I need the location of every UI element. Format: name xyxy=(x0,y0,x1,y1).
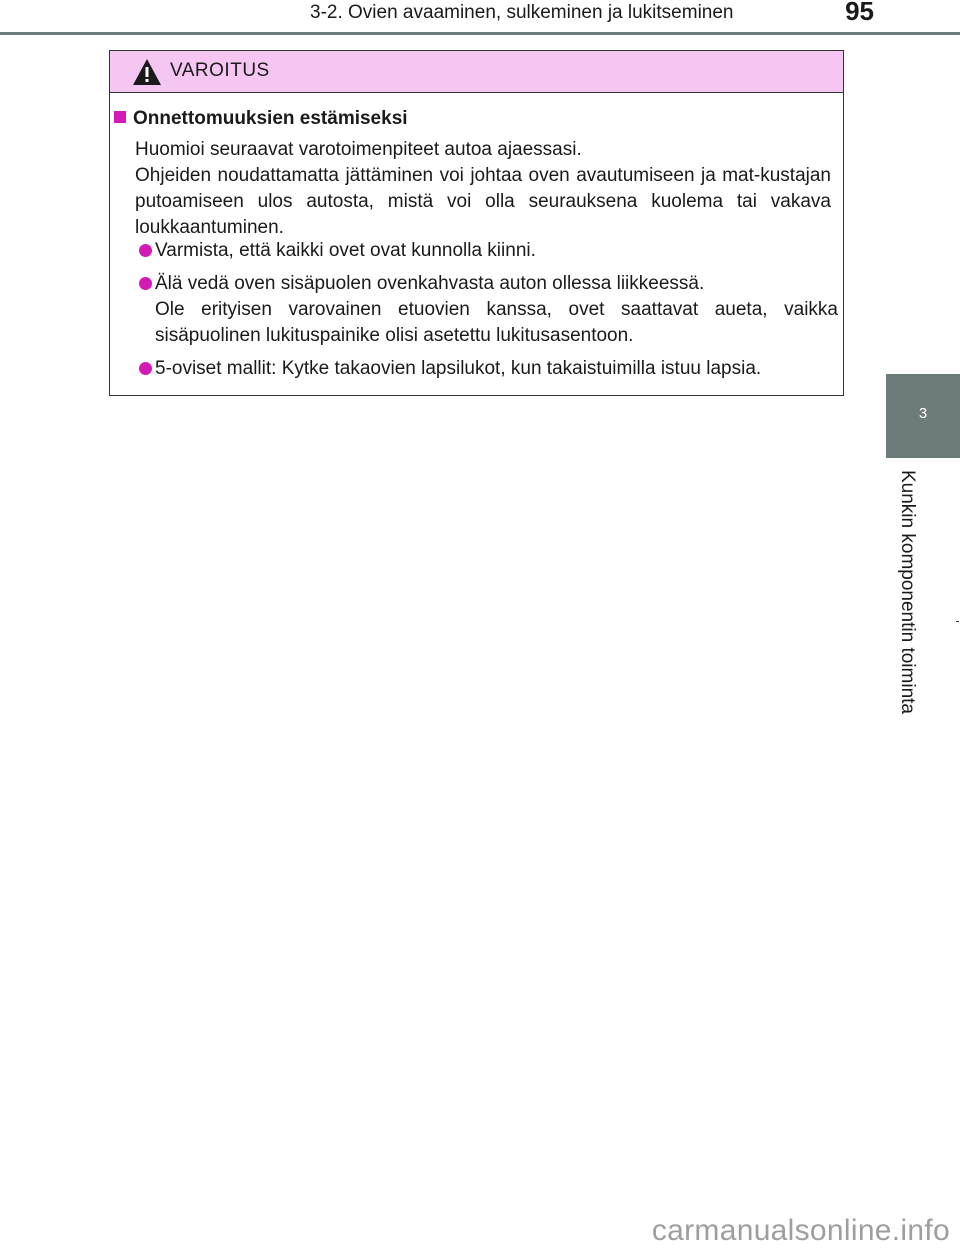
list-item xyxy=(122,356,838,382)
header-divider xyxy=(0,32,960,35)
list-item xyxy=(122,238,838,264)
list-item-text: Älä vedä oven sisäpuolen ovenkahvasta auton ollessa liikkeessä. xyxy=(155,273,705,294)
list-item-text: Varmista, että kaikki ovet ovat kunnolla kiinni. xyxy=(155,240,536,261)
warning-box xyxy=(109,50,844,396)
round-bullet-icon xyxy=(139,362,152,375)
square-bullet-icon xyxy=(114,111,126,123)
watermark: carmanualsonline.info xyxy=(651,1214,950,1247)
round-bullet-icon xyxy=(139,277,152,290)
warning-intro xyxy=(135,137,831,241)
intro-line: Huomioi seuraavat varotoimenpiteet autoa ajaessasi. xyxy=(135,139,582,160)
list-item-text: 5-oviset mallit: Kytke takaovien lapsilukot, kun takaistuimilla istuu lapsia. xyxy=(155,358,762,379)
warning-bullet-list xyxy=(122,238,838,389)
chapter-number: 3 xyxy=(918,405,928,422)
warning-header xyxy=(110,51,843,93)
chapter-side-label: Kunkin komponentin toiminta xyxy=(897,470,918,714)
list-item xyxy=(122,271,838,349)
page-header-title: 3-2. Ovien avaaminen, sulkeminen ja lukitseminen xyxy=(310,2,734,23)
warning-triangle-icon xyxy=(132,58,162,86)
section-heading-text: Onnettomuuksien estämiseksi xyxy=(133,108,408,129)
warning-label: VAROITUS xyxy=(170,60,270,81)
page-number: 95 xyxy=(845,0,874,26)
side-tick-mark xyxy=(956,621,959,622)
list-item-continuation: Ole erityisen varovainen etuovien kanssa, ovet saattavat aueta, vaikka sisäpuolinen lukituspainike olisi asetettu lukitusasentoon. xyxy=(155,299,838,346)
section-heading xyxy=(114,108,408,130)
chapter-tab xyxy=(886,374,960,458)
intro-line: Ohjeiden noudattamatta jättäminen voi johtaa oven avautumiseen ja mat-kustajan putoamiseen ulos autosta, mistä voi olla seurauksena kuolema tai vakava loukkaantuminen. xyxy=(135,165,831,238)
round-bullet-icon xyxy=(139,244,152,257)
